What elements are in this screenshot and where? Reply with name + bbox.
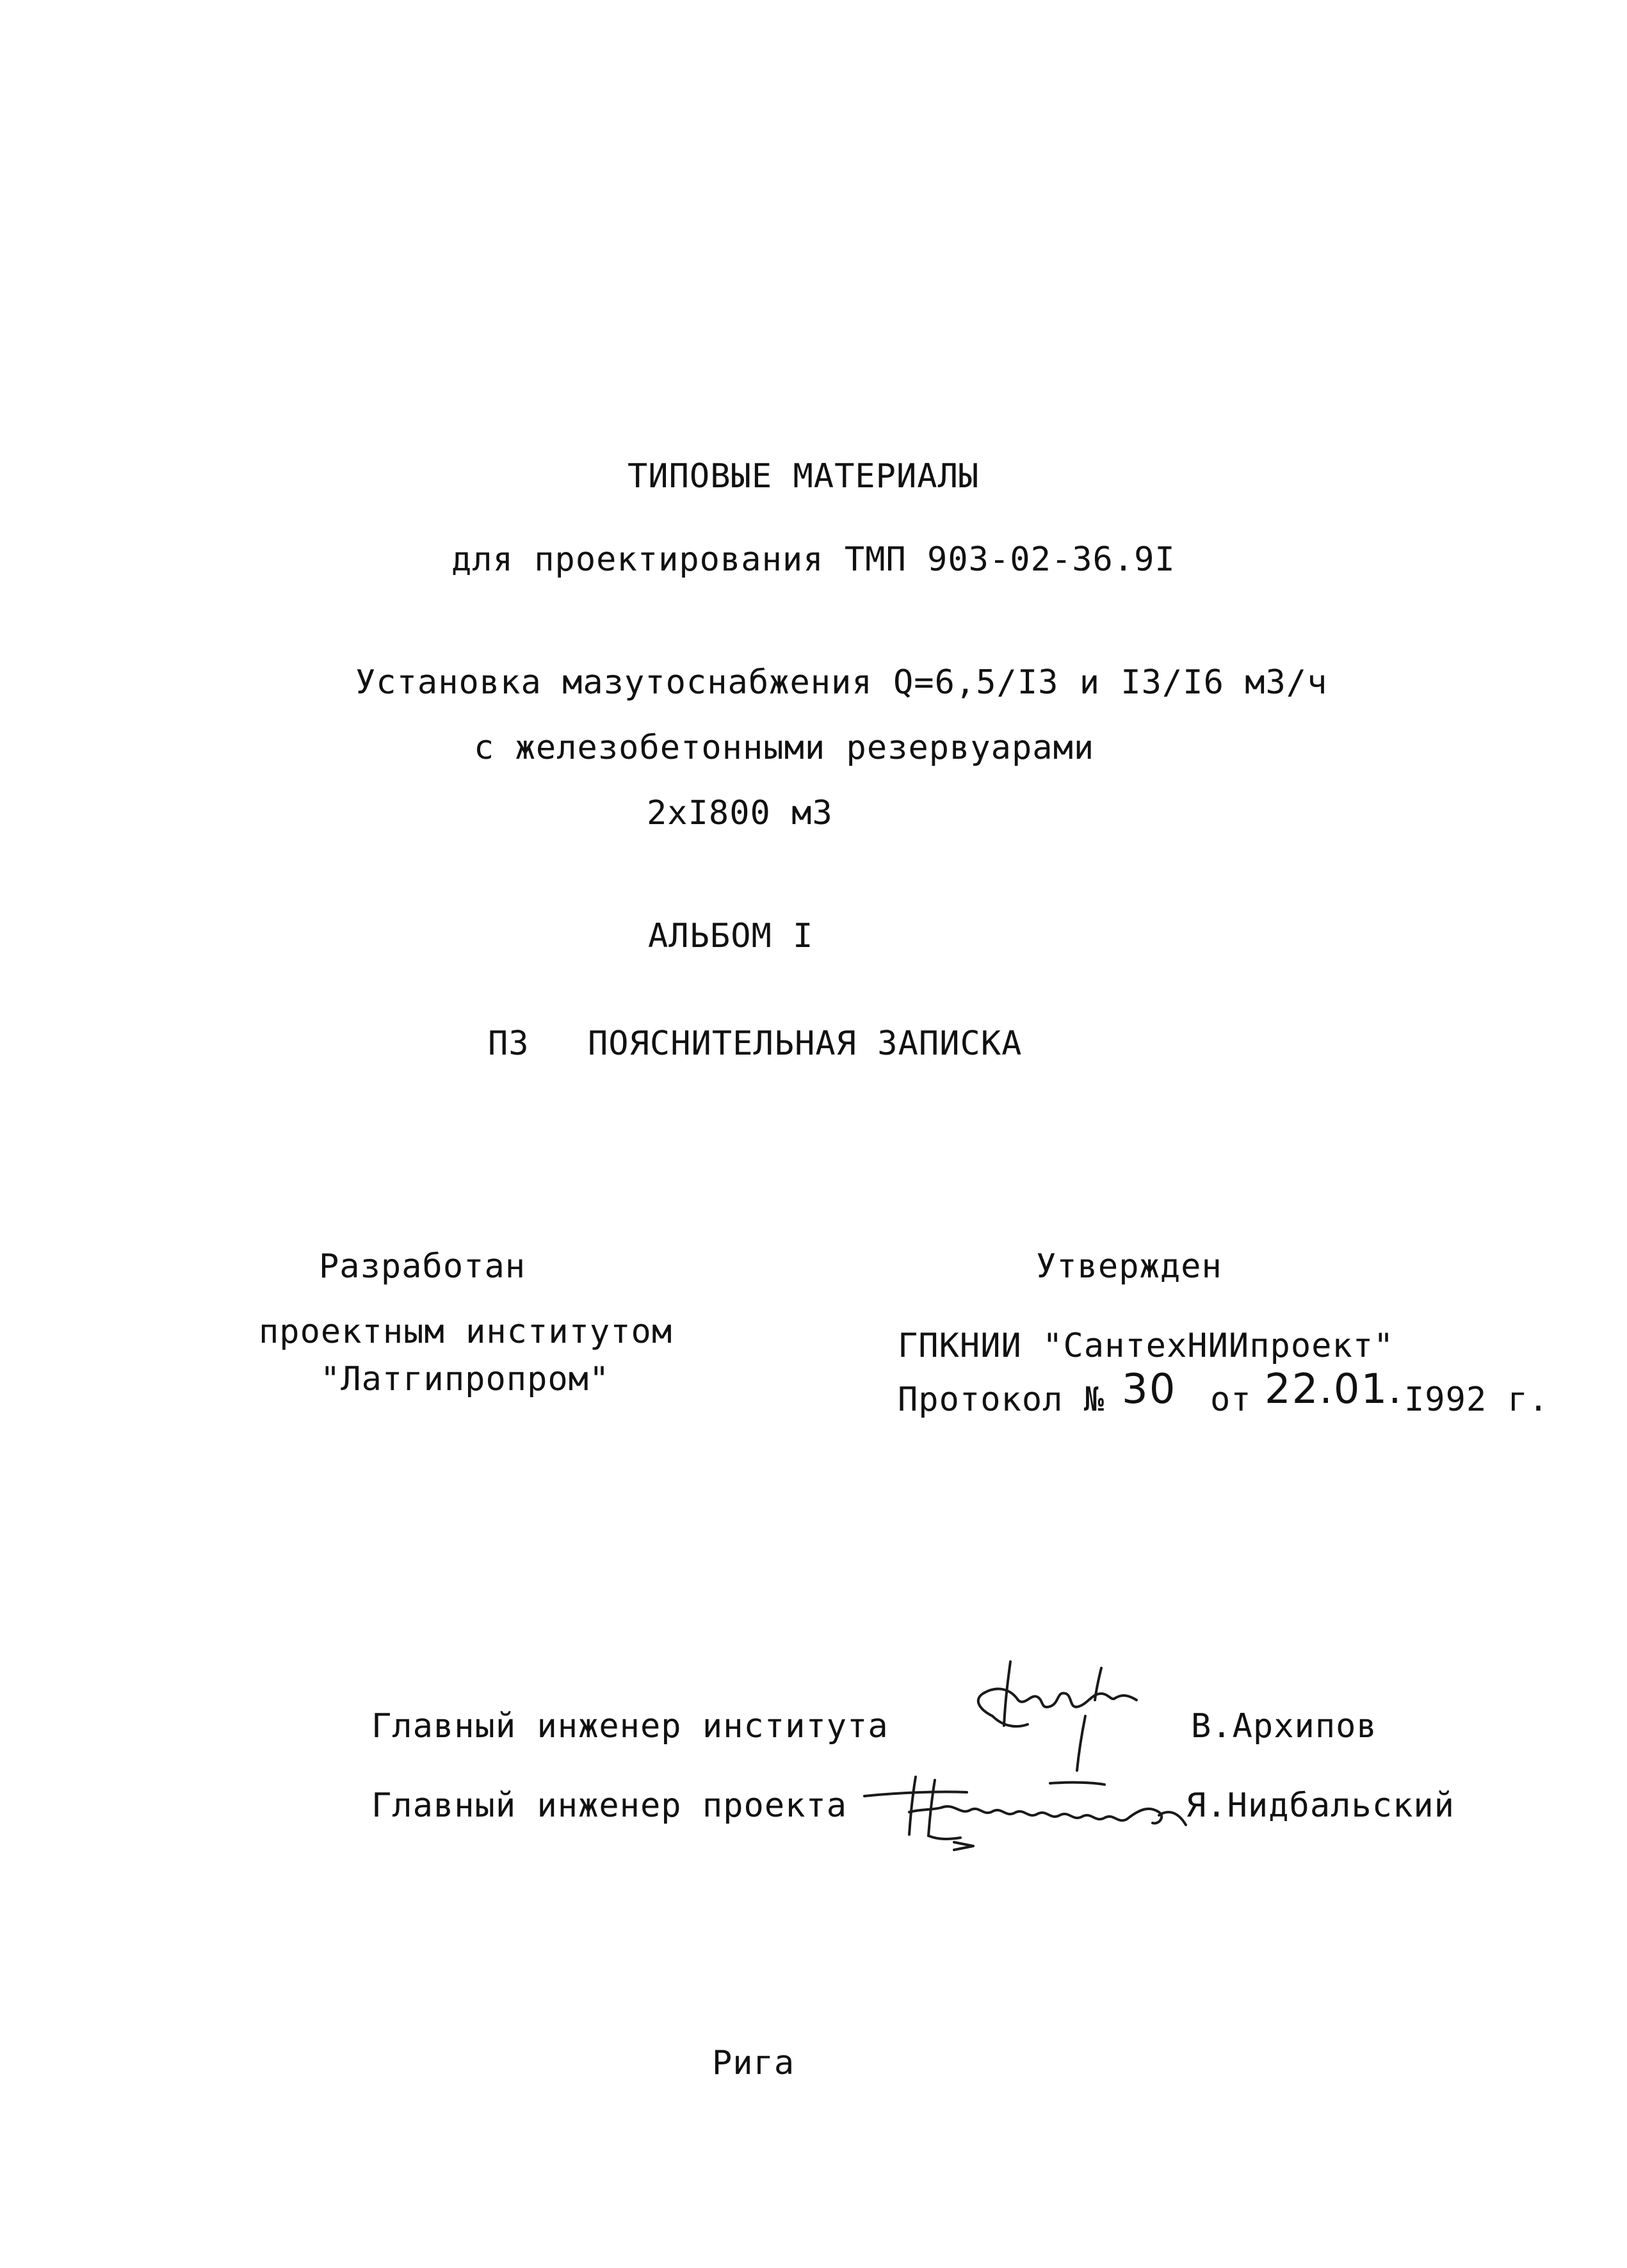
handwritten-signature-1 (954, 1655, 1140, 1777)
signature-role-chief-engineer-institute: Главный инженер института (371, 1707, 889, 1746)
protocol-label: Протокол № (898, 1381, 1105, 1419)
city: Рига (712, 2044, 795, 2082)
protocol-date: 22.01. (1265, 1366, 1403, 1413)
subject-line-3: 2хI800 м3 (647, 794, 833, 832)
approved-org: ГПКНИИ "СантехНИИпроект" (898, 1327, 1395, 1365)
protocol-number: 30 (1122, 1366, 1177, 1413)
section-code: ПЗ (488, 1025, 530, 1063)
protocol-year: I992 г. (1404, 1381, 1550, 1419)
developed-line-1: проектным институтом (259, 1313, 673, 1351)
developed-label: Разработан (319, 1247, 526, 1286)
approved-label: Утвержден (1036, 1247, 1222, 1286)
subject-line-2: с железобетонными резервуарами (474, 729, 1095, 767)
signature-name-arkhipov: В.Архипов (1191, 1707, 1377, 1746)
developed-line-2: "Латгипропром" (320, 1360, 610, 1398)
protocol-date-prefix: от (1210, 1381, 1252, 1419)
subject-line-1: Установка мазутоснабжения Q=6,5/I3 и I3/I6 м3/ч (355, 663, 1328, 702)
signature-role-chief-engineer-project: Главный инженер проекта (371, 1786, 848, 1825)
document-subtitle: для проектирования ТМП 903-02-36.9I (451, 540, 1176, 579)
album-label: АЛЬБОМ I (648, 917, 814, 955)
handwritten-signature-2 (858, 1764, 1191, 1854)
signature-name-nidbalsky: Я.Нидбальский (1186, 1786, 1455, 1825)
section-name: ПОЯСНИТЕЛЬНАЯ ЗАПИСКА (588, 1025, 1023, 1063)
document-title: ТИПОВЫЕ МАТЕРИАЛЫ (627, 457, 980, 496)
